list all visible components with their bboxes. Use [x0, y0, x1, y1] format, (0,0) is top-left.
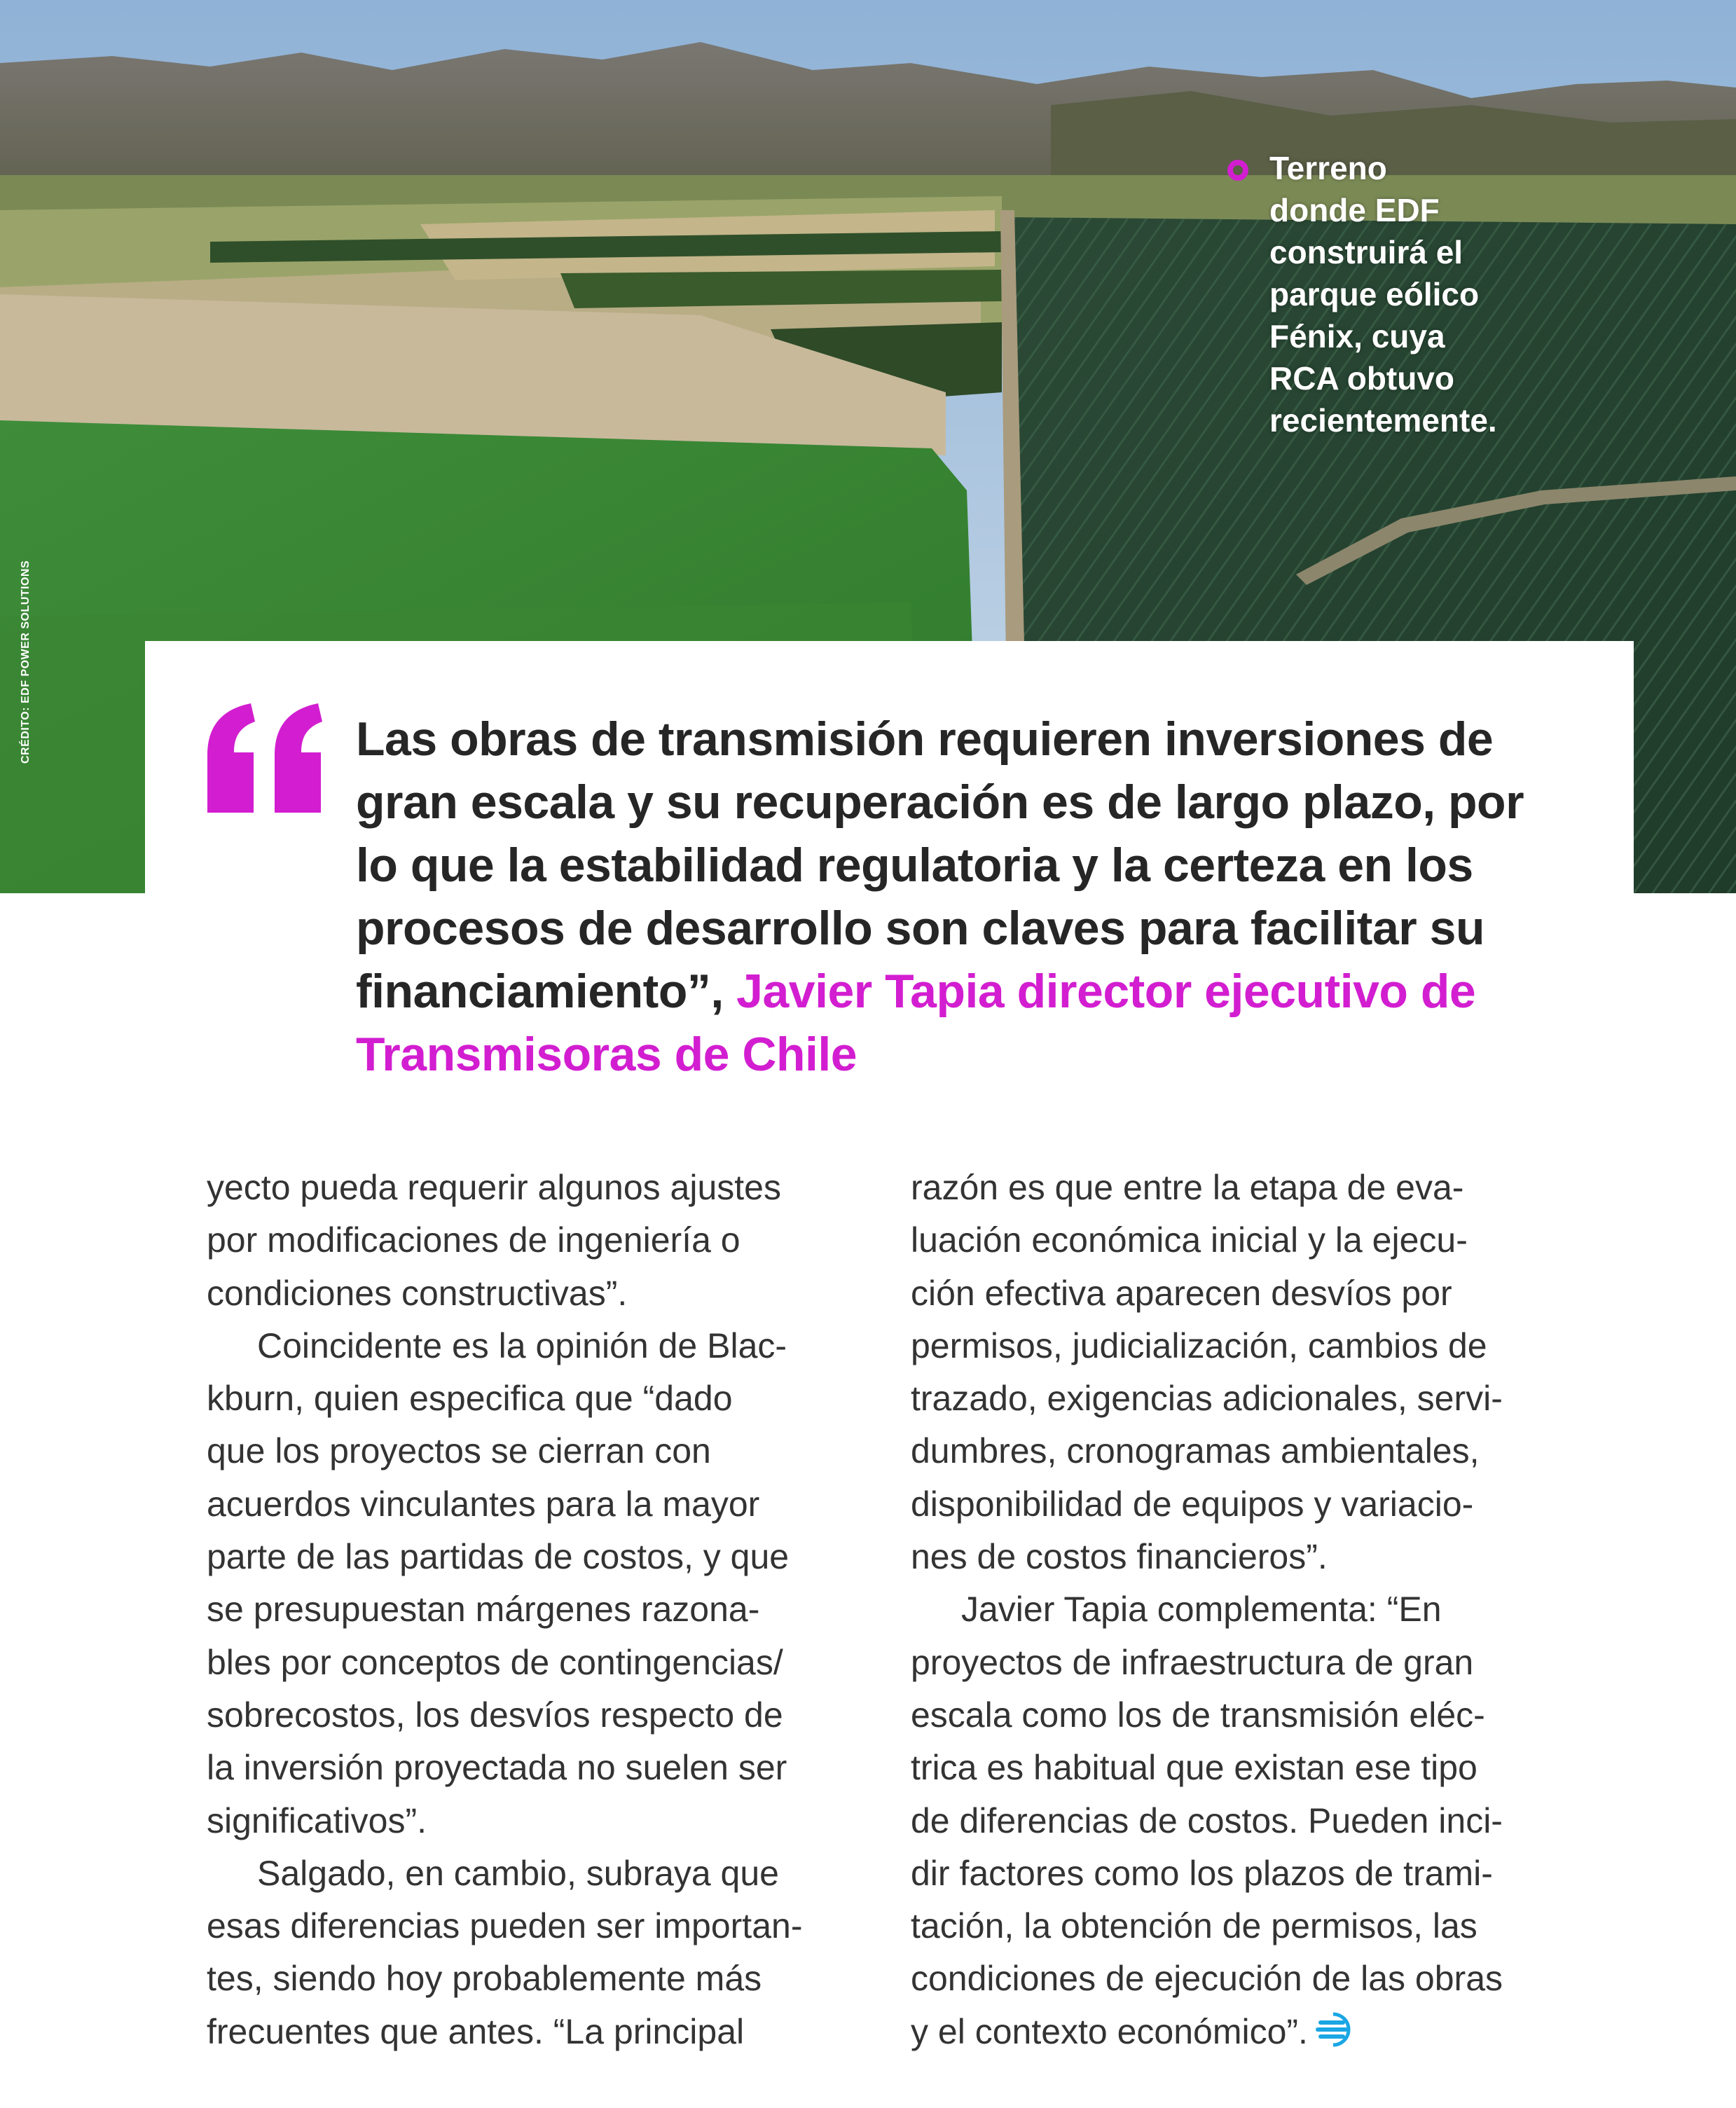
open-quote-icon [202, 701, 328, 820]
body-line: Javier Tapia complementa: “En [961, 1590, 1442, 1630]
caption-line: donde EDF [1269, 192, 1440, 228]
body-line: esas diferencias pueden ser importan- [207, 1906, 803, 1946]
body-line: escala como los de transmisión eléc- [911, 1695, 1485, 1735]
body-line: se presupuestan márgenes razona- [207, 1590, 760, 1630]
body-line: que los proyectos se cierran con [207, 1431, 711, 1471]
body-line: trazado, exigencias adicionales, servi- [911, 1379, 1503, 1419]
body-line: por modificaciones de ingeniería o [207, 1220, 740, 1260]
body-line: frecuentes que antes. “La principal [207, 2011, 745, 2051]
quote-line: gran escala y su recuperación es de largo plazo, por [356, 776, 1524, 829]
caption-line: RCA obtuvo [1269, 360, 1455, 397]
body-line: nes de costos financieros”. [911, 1537, 1328, 1577]
caption-text [1269, 147, 1564, 441]
body-line: ción efectiva aparecen desvíos por [911, 1273, 1452, 1313]
article-end-logo-icon [1315, 2011, 1351, 2048]
body-line: luación económica inicial y la ejecu- [911, 1220, 1468, 1260]
body-line: y el contexto económico”. [911, 2006, 1583, 2058]
caption-line: parque eólico [1269, 276, 1480, 312]
body-line: acuerdos vinculantes para la mayor [207, 1484, 760, 1524]
quote-line: lo que la estabilidad regulatoria y la certeza en los [356, 839, 1473, 892]
body-column-left [207, 1162, 879, 2058]
body-line: trica es habitual que existan ese tipo [911, 1748, 1477, 1788]
caption-line: Terreno [1269, 150, 1387, 186]
quote-line [356, 960, 1589, 1023]
body-line: condiciones constructivas”. [207, 1273, 628, 1313]
quote-line: Las obras de transmisión requieren inversiones de [356, 712, 1494, 766]
body-line: significativos”. [207, 1800, 427, 1840]
body-line: yecto pueda requerir algunos ajustes [207, 1168, 781, 1207]
body-column-right [911, 1162, 1583, 2058]
caption-line: construirá el [1269, 234, 1463, 270]
body-line: condiciones de ejecución de las obras [911, 1959, 1503, 1999]
photo-caption [1269, 147, 1564, 441]
body-line: sobrecostos, los desvíos respecto de [207, 1695, 783, 1735]
body-line: dir factores como los plazos de trami- [911, 1853, 1493, 1893]
body-line: la inversión proyectada no suelen ser [207, 1748, 787, 1788]
body-line: bles por conceptos de contingencias/ [207, 1642, 783, 1682]
body-line: tes, siendo hoy probablemente más [207, 1959, 762, 1999]
body-line: tación, la obtención de permisos, las [911, 1906, 1477, 1946]
body-line: proyectos de infraestructura de gran [911, 1642, 1474, 1682]
body-line: parte de las partidas de costos, y que [207, 1537, 790, 1577]
caption-line: Fénix, cuya [1269, 318, 1445, 354]
body-line: kburn, quien especifica que “dado [207, 1379, 733, 1419]
quote-line: procesos de desarrollo son claves para facilitar su [356, 902, 1484, 955]
body-line: Coincidente es la opinión de Blac- [257, 1325, 787, 1365]
body-line: razón es que entre la etapa de eva- [911, 1168, 1464, 1207]
body-line: dumbres, cronogramas ambientales, [911, 1431, 1480, 1471]
quote-attribution: Javier Tapia director ejecutivo de [736, 965, 1476, 1018]
photo-credit: CRÉDITO: EDF POWER SOLUTIONS [20, 560, 32, 764]
body-line: disponibilidad de equipos y variacio- [911, 1484, 1474, 1524]
quote-attribution-line2: Transmisoras de Chile [356, 1028, 857, 1081]
circle-outline-icon [1227, 160, 1248, 181]
body-line: Salgado, en cambio, subraya que [257, 1853, 779, 1893]
quote-last-text: financiamiento”, [356, 965, 737, 1018]
body-line: permisos, judicialización, cambios de [911, 1325, 1487, 1365]
pull-quote-text [356, 708, 1589, 1086]
caption-line: recientemente. [1269, 402, 1497, 439]
body-line: de diferencias de costos. Pueden inci- [911, 1800, 1503, 1840]
